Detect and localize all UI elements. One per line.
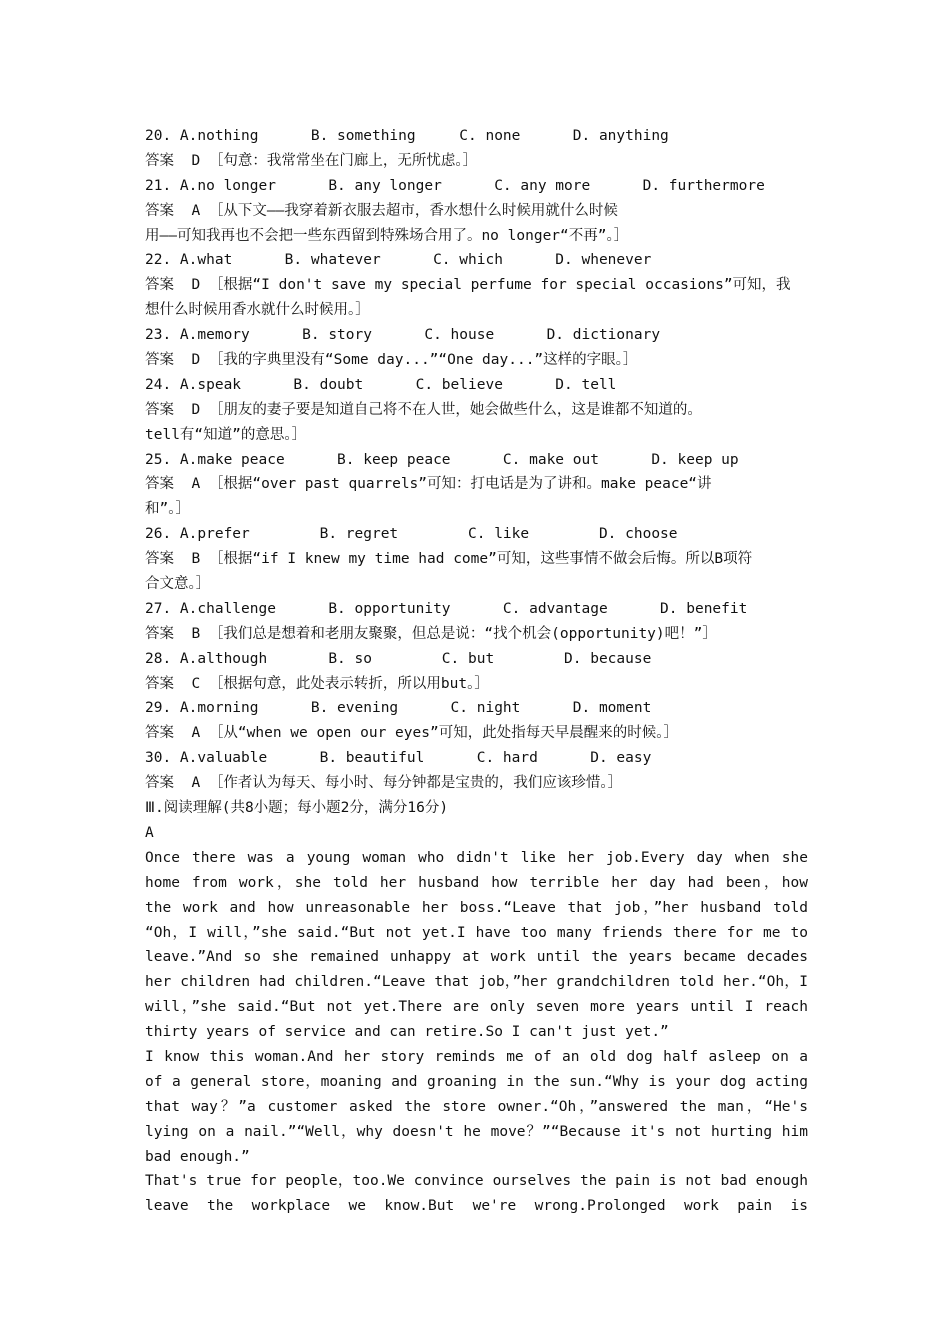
passage-line: “Oh，I will，”she said.“But not yet.I have too many friends there for me to xyxy=(145,924,808,941)
section-part-label: A xyxy=(145,824,154,841)
answer-explanation: 合文意。］ xyxy=(145,576,211,593)
answer-explanation: 答案 B ［根据“if I knew my time had come”可知，这些事情不做会后悔。所以B项符 xyxy=(145,551,753,568)
document-page xyxy=(145,124,808,1219)
question-options: 22. A.what B. whatever C. which D. whenever xyxy=(145,252,652,269)
answer-explanation: 答案 D ［句意：我常常坐在门廊上，无所忧虑。］ xyxy=(145,152,478,169)
question-options: 20. A.nothing B. something C. none D. anything xyxy=(145,128,669,144)
passage-line: the work and how unreasonable her boss.“Leave that job，”her husband told xyxy=(145,899,808,916)
passage-line: home from work，she told her husband how terrible her day had been，how xyxy=(145,874,808,891)
answer-explanation: 用——可知我再也不会把一些东西留到特殊场合用了。no longer“不再”。］ xyxy=(145,227,629,244)
passage-line: bad enough.” xyxy=(145,1148,250,1165)
passage-line: Once there was a young woman who didn't like her job.Every day when she xyxy=(145,849,808,866)
passage-line: that way？”a customer asked the store owner.“Oh，”answered the man，“He's xyxy=(145,1098,808,1115)
answer-explanation: 答案 A ［根据“over past quarrels”可知：打电话是为了讲和。make peace“讲 xyxy=(145,476,712,493)
question-options: 28. A.although B. so C. but D. because xyxy=(145,650,652,667)
answer-explanation: 答案 D ［根据“I don't save my special perfume for special occasions”可知，我 xyxy=(145,277,791,294)
answer-explanation: 和”。］ xyxy=(145,501,190,518)
answer-explanation: 答案 A ［从下文——我穿着新衣服去超市，香水想什么时候用就什么时候 xyxy=(145,202,618,219)
answer-explanation: 答案 B ［我们总是想着和老朋友聚聚，但总是说：“找个机会(opportunity)吧！”］ xyxy=(145,625,717,642)
passage-line: of a general store，moaning and groaning in the sun.“Why is your dog acting xyxy=(145,1073,808,1090)
answer-explanation: 答案 C ［根据句意，此处表示转折，所以用but。］ xyxy=(145,675,489,692)
answer-explanation: 答案 A ［作者认为每天、每小时、每分钟都是宝贵的，我们应该珍惜。］ xyxy=(145,775,623,792)
question-options: 23. A.memory B. story C. house D. dictionary xyxy=(145,327,661,344)
section-title: Ⅲ.阅读理解(共8小题；每小题2分，满分16分) xyxy=(145,800,449,817)
passage-line: leave.”And so she remained unhappy at work until the years became decades xyxy=(145,949,808,966)
question-options: 29. A.morning B. evening C. night D. moment xyxy=(145,700,652,717)
passage-line: will，”she said.“But not yet.There are only seven more years until I reach xyxy=(145,999,808,1016)
question-options: 21. A.no longer B. any longer C. any more D. furthermore xyxy=(145,177,765,194)
question-options: 25. A.make peace B. keep peace C. make out D. keep up xyxy=(145,451,739,468)
passage-line: lying on a nail.”“Well，why doesn't he move？”“Because it's not hurting him xyxy=(145,1123,808,1140)
answer-explanation: 答案 A ［从“when we open our eyes”可知，此处指每天早晨醒来的时候。］ xyxy=(145,725,678,742)
passage-line: leave the workplace we know.But we're wrong.Prolonged work pain is xyxy=(145,1198,808,1215)
answer-explanation: 答案 D ［朋友的妻子要是知道自己将不在人世，她会做些什么，这是谁都不知道的。 xyxy=(145,401,702,418)
answer-explanation: 想什么时候用香水就什么时候用。］ xyxy=(145,302,370,319)
answer-explanation: 答案 D ［我的字典里没有“Some day...”“One day...”这样的字眼。］ xyxy=(145,352,638,369)
question-options: 27. A.challenge B. opportunity C. advantage D. benefit xyxy=(145,600,748,617)
answer-explanation: tell有“知道”的意思。］ xyxy=(145,426,307,443)
question-options: 26. A.prefer B. regret C. like D. choose xyxy=(145,526,678,543)
question-options: 30. A.valuable B. beautiful C. hard D. easy xyxy=(145,750,652,767)
question-options: 24. A.speak B. doubt C. believe D. tell xyxy=(145,376,617,393)
passage-line: thirty years of service and can retire.So I can't just yet.” xyxy=(145,1024,669,1041)
passage-line: her children had children.“Leave that job，”her grandchildren told her.“Oh，I xyxy=(145,974,808,991)
passage-line: That's true for people，too.We convince ourselves the pain is not bad enough xyxy=(145,1173,808,1190)
passage-line: I know this woman.And her story reminds me of an old dog half asleep on a xyxy=(145,1048,808,1065)
